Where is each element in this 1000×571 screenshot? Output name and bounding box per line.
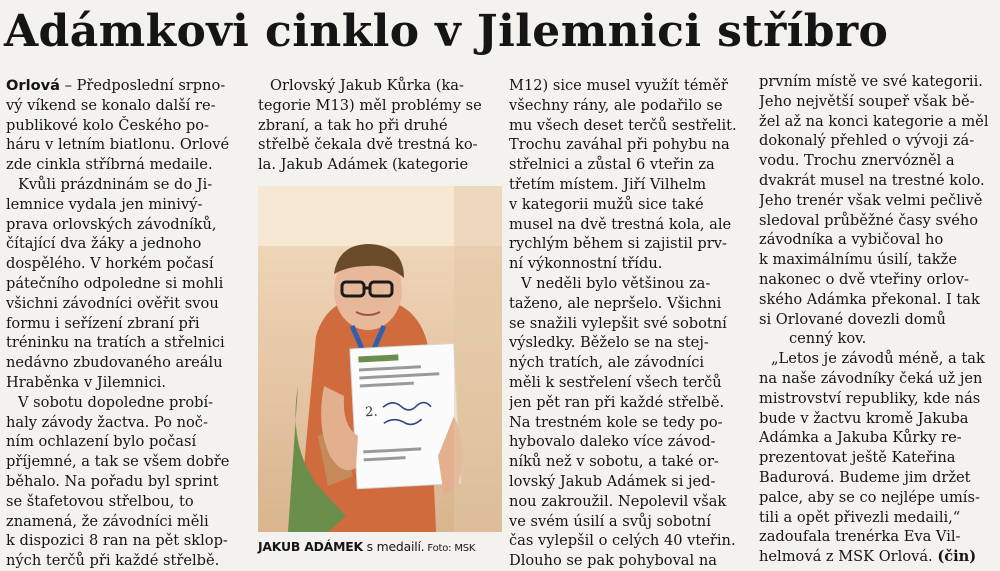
- article-column-1: [6, 76, 248, 571]
- photo-credit: Foto: MSK: [424, 543, 476, 554]
- paragraph: V neděli bylo většinou za- taženo, ale nepršelo. Všichni se snažili vylepšit své sobotní výsledky. Běželo se na stej- ných tratích, ale závodníci měli k sestřelení všech terčů jen pět ran při každé střelbě. Na trestném kole se tedy po- hybovalo daleko více závod- níků než v sobotu, a také or- lovský Jakub Adámek si jed- nou zakroužil. Nepolevil však ve svém úsilí a svůj sobotní čas vylepšil o celých 40 vteřin. Dlouho se pak pohyboval na: [509, 274, 736, 570]
- paragraph: prvním místě ve své kategorii. Jeho největší soupeř však bě- žel až na konci kategorie a měl dokonalý přehled o vývoji zá- vodu. Trochu znervózněl a dvakrát musel na trestné kolo. Jeho trenér však velmi pečlivě sledoval průběžné časy svého závodníka a vybičoval ho k maximálnímu úsilí, takže nakonec o dvě vteřiny orlov- ského Adámka překonal. I tak si Orlované dovezli domů cenný kov.: [759, 73, 989, 348]
- svg-text:2.: 2.: [364, 404, 379, 421]
- dateline: Orlová: [6, 77, 60, 94]
- article-photo: [258, 186, 502, 532]
- photo-caption: [258, 538, 508, 558]
- paragraph: V sobotu dopoledne probí- haly závody žactva. Po noč- ním ochlazení bylo počasí příjemné, a tak se všem dobře běhalo. Na pořadu byl sprint se štafetovou střelbou, to znamená, že závodníci měli k dispozici 8 ran na pět sklop- ných terčů při každé střelbě.: [6, 393, 230, 570]
- photo-illustration: [258, 186, 502, 532]
- paragraph: „Letos je závodů méně, a tak na naše závodníky čeká už jen mistrovství republiky, kde nás bude v žactvu kromě Jakuba Adámka a Jakuba Kůrky re- prezentovat ještě Kateřina Badurová. Budeme jim držet palce, aby se co nejlépe umís- tili a opět přivezli medaili,“ zadoufala trenérka Eva Vil- helmová z MSK Orlová. (čin): [759, 350, 985, 566]
- paragraph: M12) sice musel využít téměř všechny rány, ale podařilo se mu všech deset terčů sestřelit. Trochu zaváhal při pohybu na střelnici a zůstal 6 vteřin za třetím místem. Jiří Vilhelm v kategorii mužů sice také musel na dvě trestná kola, ale rychlým během si zajistil prv- ní výkonnostní třídu.: [509, 77, 737, 273]
- headline: Adámkovi cinklo v Jilemnici stříbro: [4, 6, 889, 57]
- paragraph: Orlová – Předposlední srpno- vý víkend se konalo další re- publikové kolo Českého po- háru v letním biatlonu. Orlové zde cinkla stříbrná medaile.: [6, 77, 230, 174]
- article-column-2: [258, 76, 502, 175]
- paragraph: Orlovský Jakub Kůrka (ka- tegorie M13) měl problémy se zbraní, a tak ho při druhé střelbě čekala dvě trestná ko- la. Jakub Adámek (kategorie: [258, 77, 482, 174]
- caption-name: JAKUB ADÁMEK: [258, 539, 363, 554]
- author-signature: (čin): [937, 548, 977, 566]
- article-column-4: [759, 72, 997, 567]
- paragraph: Kvůli prázdninám se do Ji- lemnice vydala jen minivý- prava orlovských závodníků, čítající dva žáky a jednoho dospělého. V horkém počasí pátečního odpoledne si mohli všichni závodníci ověřit svou formu i seřízení zbraní při tréninku na tratích a střelnici nedávno zbudovaného areálu Hraběnka v Jilemnici.: [6, 175, 225, 391]
- caption-text: s medailí.: [362, 539, 425, 554]
- article-column-3: [509, 76, 747, 571]
